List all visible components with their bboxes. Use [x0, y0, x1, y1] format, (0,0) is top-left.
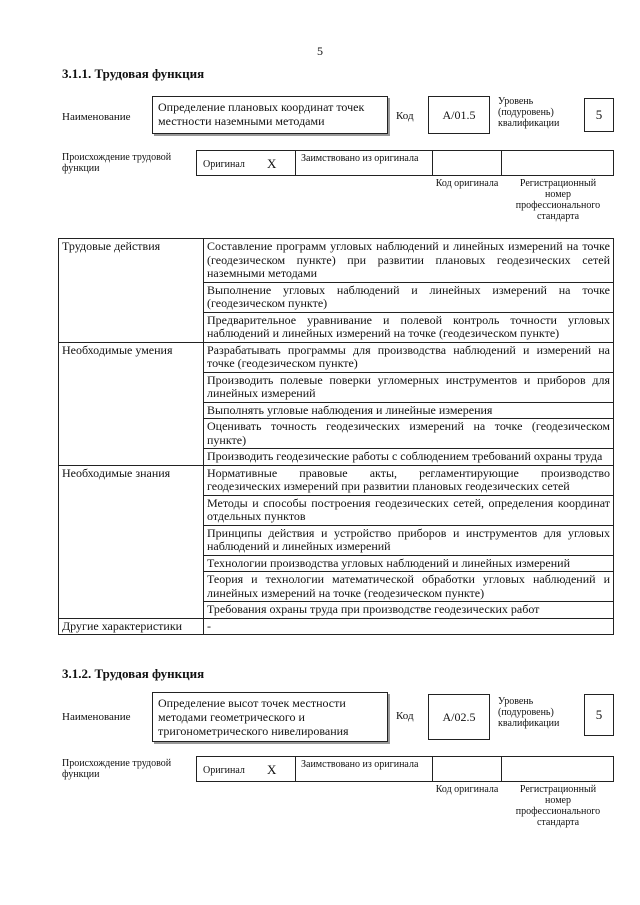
origin-label: Происхождение трудовой функции: [62, 758, 172, 780]
other-characteristics-label: Другие характеристики: [59, 618, 204, 635]
origin-label: Происхождение трудовой функции: [62, 152, 172, 174]
other-characteristics-value: -: [204, 618, 614, 635]
borrowed-cell: [295, 150, 433, 176]
registration-number-cell: [501, 756, 614, 782]
required-skills-label: Необходимые умения: [59, 342, 204, 465]
knowledge-item: Теория и технологии математической обработки угловых наблюдений и линейных измерений на точке (геодезическом пункте): [204, 572, 614, 602]
skill-item: Производить полевые поверки угломерных инструментов и приборов для линейных измерений: [204, 372, 614, 402]
skill-item: Разрабатывать программы для производства наблюдений и измерений на точке (геодезическом пункте): [204, 342, 614, 372]
knowledge-item: Принципы действия и устройство приборов и инструментов для угловых наблюдений и линейных измерений: [204, 525, 614, 555]
qualification-level-box: 5: [584, 98, 614, 132]
skill-item: Выполнять угловые наблюдения и линейные измерения: [204, 402, 614, 419]
original-code-caption: Код оригинала: [435, 784, 499, 795]
function-name-box: Определение высот точек местности методами геометрического и тригонометрического нивелирования: [152, 692, 388, 742]
original-label: Оригинал: [203, 159, 245, 170]
skill-item: Производить геодезические работы с соблюдением требований охраны труда: [204, 449, 614, 466]
knowledge-item: Нормативные правовые акты, регламентирующие производство геодезических измерений при развитии плановых геодезических сетей: [204, 465, 614, 495]
knowledge-item: Технологии производства угловых наблюдений и линейных измерений: [204, 555, 614, 572]
original-cell: [196, 150, 296, 176]
function-code-box: A/01.5: [428, 96, 490, 134]
qualification-level-label: Уровень (подуровень) квалификации: [498, 96, 560, 129]
page-number: 5: [317, 44, 323, 58]
required-knowledge-label: Необходимые знания: [59, 465, 204, 618]
function-name-box: Определение плановых координат точек местности наземными методами: [152, 96, 388, 134]
registration-number-caption: Регистрационный номер профессионального стандарта: [515, 784, 601, 828]
labor-actions-label: Трудовые действия: [59, 239, 204, 343]
borrowed-label: Заимствовано из оригинала: [301, 759, 419, 770]
section-heading: 3.1.1. Трудовая функция: [62, 66, 205, 81]
section-heading: 3.1.2. Трудовая функция: [62, 666, 205, 681]
original-label: Оригинал: [203, 765, 245, 776]
borrowed-label: Заимствовано из оригинала: [301, 153, 419, 164]
code-label: Код: [396, 710, 414, 722]
original-code-caption: Код оригинала: [435, 178, 499, 189]
knowledge-item: Методы и способы построения геодезических сетей, определения координат отдельных пунктов: [204, 495, 614, 525]
labor-action-item: Составление программ угловых наблюдений и линейных измерений на точке (геодезическом пункте) при развитии плановых геодезических сетей наземными методами: [204, 239, 614, 283]
original-cell: [196, 756, 296, 782]
name-label: Наименование: [62, 711, 131, 723]
labor-action-item: Предварительное уравнивание и полевой контроль точности угловых наблюдений и линейных измерений на точке (геодезическом пункте): [204, 312, 614, 342]
registration-number-cell: [501, 150, 614, 176]
labor-action-item: Выполнение угловых наблюдений и линейных измерений на точке (геодезическом пункте): [204, 282, 614, 312]
function-details-table: [58, 238, 614, 635]
qualification-level-label: Уровень (подуровень) квалификации: [498, 696, 560, 729]
table-row: [59, 342, 614, 372]
knowledge-item: Требования охраны труда при производстве геодезических работ: [204, 602, 614, 619]
original-code-cell: [432, 150, 502, 176]
registration-number-caption: Регистрационный номер профессионального стандарта: [515, 178, 601, 222]
skill-item: Оценивать точность геодезических измерений на точке (геодезическом пункте): [204, 419, 614, 449]
qualification-level-box: 5: [584, 694, 614, 736]
code-label: Код: [396, 110, 414, 122]
table-row: [59, 239, 614, 283]
original-code-cell: [432, 756, 502, 782]
name-label: Наименование: [62, 111, 131, 123]
table-row: [59, 465, 614, 495]
function-code-box: A/02.5: [428, 694, 490, 740]
table-row: [59, 618, 614, 635]
original-mark: X: [267, 156, 277, 171]
borrowed-cell: [295, 756, 433, 782]
original-mark: X: [267, 762, 277, 777]
